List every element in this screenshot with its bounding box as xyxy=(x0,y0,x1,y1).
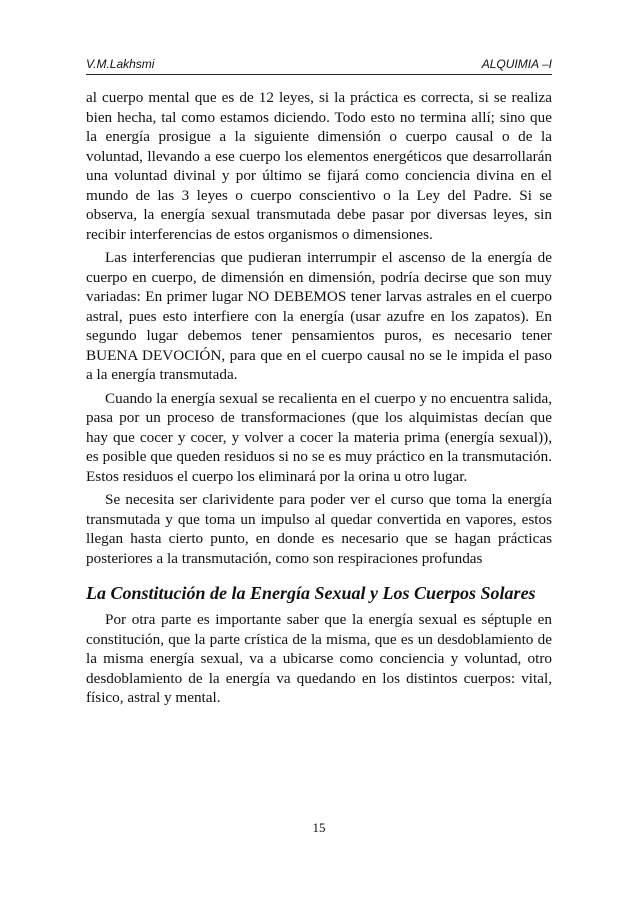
paragraph: Cuando la energía sexual se recalienta en el cuerpo y no encuentra salida, pasa por un proceso de transformaciones (que los alquimistas decían que hay que cocer y cocer, y volver a cocer la materia prima (energía sexual)), es posible que queden residuos si no se es muy práctico en la transmutación. Estos residuos el cuerpo los eliminará por la orina u otro lugar. xyxy=(86,389,552,485)
running-header xyxy=(86,56,552,75)
paragraph: Por otra parte es importante saber que la energía sexual es séptuple en constitución, que la parte crística de la misma, que es un desdoblamiento de la misma energía sexual, va a ubicarse como conciencia y voluntad, otro desdoblamiento de la energía va quedando en los distintos cuerpos: vital, físico, astral y mental. xyxy=(86,611,552,706)
body-text xyxy=(86,88,552,712)
header-author: V.M.Lakhsmi xyxy=(86,57,155,71)
paragraph: al cuerpo mental que es de 12 leyes, si la práctica es correcta, si se realiza bien hecha, tal como estamos diciendo. Todo esto no termina allí; sino que la energía prosigue a la siguiente dimensión o cuerpo causal o de la voluntad, llevando a ese cuerpo los elementos energéticos que desarrollarán una voluntad divinal y por último se fijará como conciencia divina en el mundo de las 3 leyes o cuerpo conscientivo o la Ley del Padre. Si se observa, la energía sexual transmutada debe pasar por diversas leyes, sin recibir interferencias de estos organismos o dimensiones. xyxy=(86,89,552,243)
paragraph: Se necesita ser clarividente para poder ver el curso que toma la energía transmutada y que toma un impulso al quedar convertida en vapores, estos llegan hasta cierto punto, en donde es necesario que se hagan prácticas posteriores a la transmutación, como son respiraciones profundas xyxy=(86,491,552,567)
paragraph: Las interferencias que pudieran interrumpir el ascenso de la energía de cuerpo en cuerpo, de dimensión en dimensión, podría decirse que son muy variadas: En primer lugar NO DEBEMOS tener larvas astrales en el cuerpo astral, pues esto interfiere con la energía (usar azufre en los zapatos). En segundo lugar debemos tener pensamientos puros, es necesario tener BUENA DEVOCIÓN, para que en el cuerpo causal no se le impida el paso a la energía transmutada. xyxy=(86,249,552,383)
section-heading: La Constitución de la Energía Sexual y Los Cuerpos Solares xyxy=(86,583,536,603)
header-title: ALQUIMIA –I xyxy=(481,57,552,71)
page-number: 15 xyxy=(312,820,326,835)
